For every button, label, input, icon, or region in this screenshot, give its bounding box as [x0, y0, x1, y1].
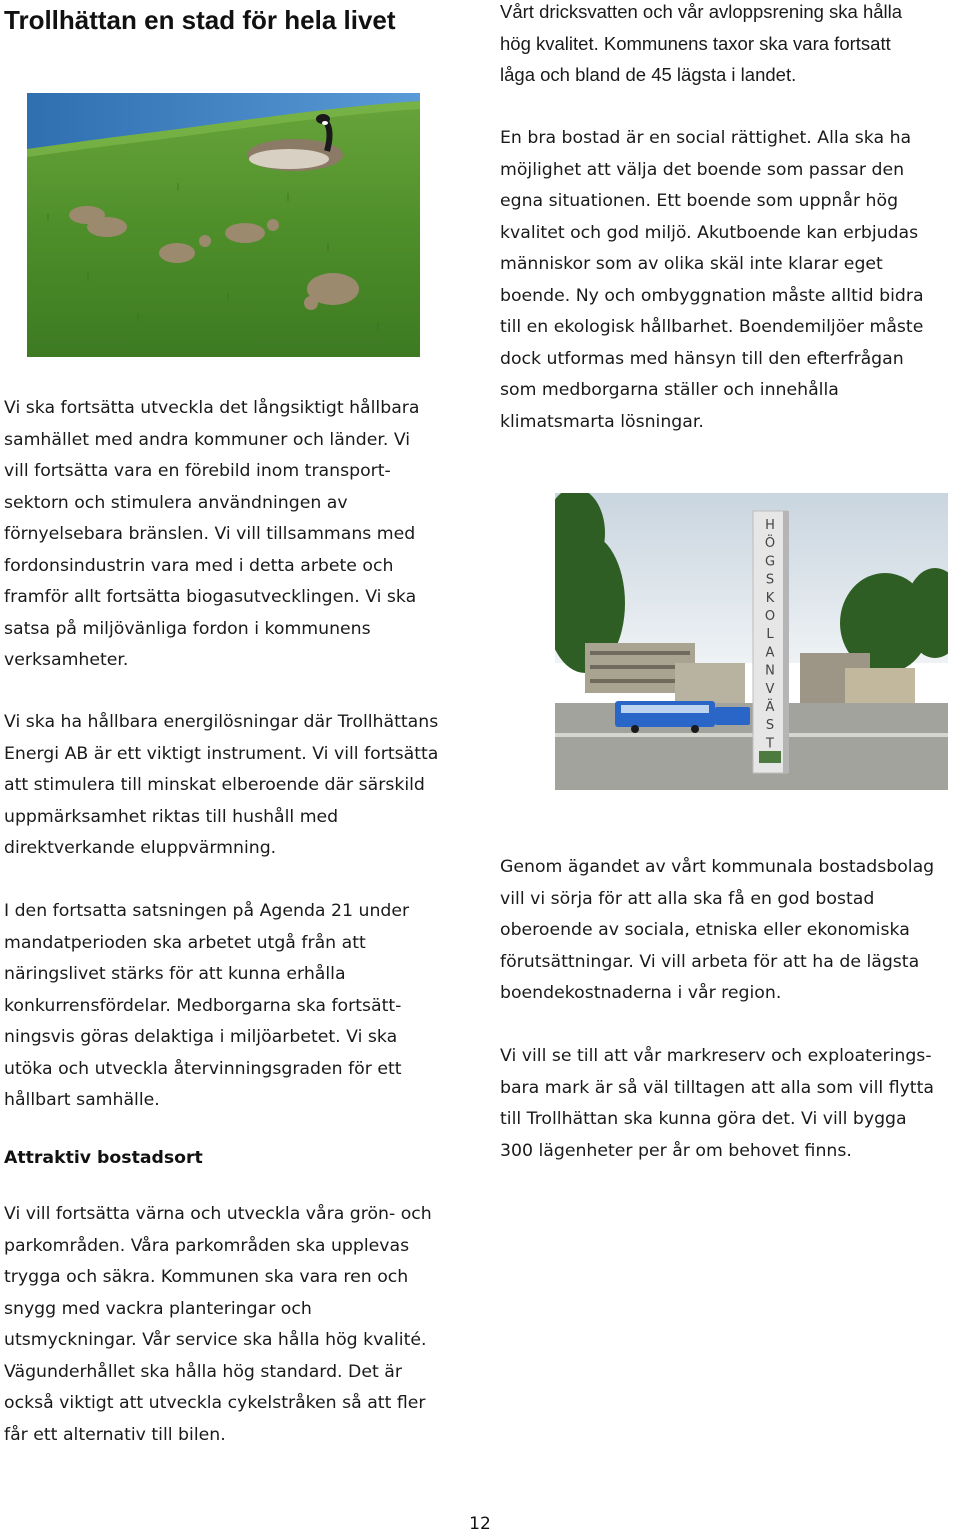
left-paragraph-4: Vi vill fortsätta värna och utveckla våra grön- och parkområden. Våra parkområden ska upplevas trygga och säkra. Kommunen ska vara ren och snygg med vackra planteringar och utsmyckningar. Vår service ska hålla hög kvalité. Vägunderhållet ska hålla hög standard. Det är också viktigt att utveckla cykelstråken så att fler får ett alternativ till bilen. [4, 1204, 432, 1445]
sign-letter: T [766, 736, 774, 752]
sign-letter: A [765, 645, 775, 661]
section-heading: Attraktiv bostadsort [4, 1148, 203, 1168]
sign-letter: N [765, 663, 775, 679]
bus-small [715, 707, 750, 725]
sign-letter: V [765, 681, 775, 697]
right-paragraph-4: Vi vill se till att vår markreserv och exploaterings- bara mark är så väl tilltagen att alla som vill flytta till Trollhättan ska kunna göra det. Vi vill bygga 300 lägenheter per år om behovet finns. [500, 1046, 934, 1161]
sign-letter: G [764, 554, 776, 570]
sign-letter: L [766, 627, 774, 643]
right-paragraph-3: Genom ägandet av vårt kommunala bostadsbolag vill vi sörja för att alla ska få en god bostad oberoende av sociala, etniska eller ekonomiska förutsättningar. Vi vill arbeta för att ha de lägsta boendekostnaderna i vår region. [500, 857, 935, 1003]
right-paragraph-2: En bra bostad är en social rättighet. Alla ska ha möjlighet att välja det boende som passar den egna situationen. Ett boende som uppnår hög kvalitet och god miljö. Akutboende kan erbjudas människor som av olika skäl inte klarar eget boende. Ny och ombyggnation måste alltid bidra till en ekologisk hållbarhet. Boendemiljöer måste dock utformas med hänsyn till den efterfrågan som medborgarna ställer och innehålla klimatsmarta lösningar. [500, 128, 924, 432]
road [555, 703, 948, 790]
sign-letter: K [765, 590, 775, 606]
left-paragraph-2: Vi ska ha hållbara energilösningar där Trollhättans Energi AB är ett viktigt instrument. Vi vill fortsätta att stimulera till minskat elberoende där särskild uppmärksamhet riktas till hushåll med direktverkande eluppvärmning. [4, 712, 439, 858]
sign-letter: Ä [765, 700, 775, 715]
sign-letter: H [765, 518, 775, 533]
sign-letter: S [765, 718, 775, 734]
page-number: 12 [469, 1514, 491, 1534]
right-paragraph-1: Vårt dricksvatten och vår avloppsrening ska hålla hög kvalitet. Kommunens taxor ska vara fortsatt låga och bland de 45 lägsta i landet. [500, 1, 903, 85]
sign-letter: Ö [764, 536, 776, 552]
campus-sign-photo [555, 493, 948, 790]
left-paragraph-1: Vi ska fortsätta utveckla det långsiktigt hållbara samhället med andra kommuner och länder. Vi vill fortsätta vara en förebild inom transport- sektorn och stimulera användningen av förnyelsebara bränslen. Vi vill tillsammans med fordonsindustrin vara med i detta arbete och framför allt fortsätta biogasutvecklingen. Vi ska satsa på miljövänliga fordon i kommunens verksamheter. [4, 398, 420, 670]
page-title: Trollhättan en stad för hela livet [4, 5, 396, 35]
sign-letter: O [764, 609, 776, 624]
left-paragraph-3: I den fortsatta satsningen på Agenda 21 under mandatperioden ska arbetet utgå från att näringslivet stärks för att kunna erhålla konkurrensfördelar. Medborgarna ska fortsätt- ningsvis göras delaktiga i miljöarbetet. Vi ska utöka och utveckla återvinningsgraden för ett hållbart samhälle. [4, 901, 410, 1110]
sign-letter: S [765, 572, 775, 588]
geese-photo [27, 93, 420, 357]
